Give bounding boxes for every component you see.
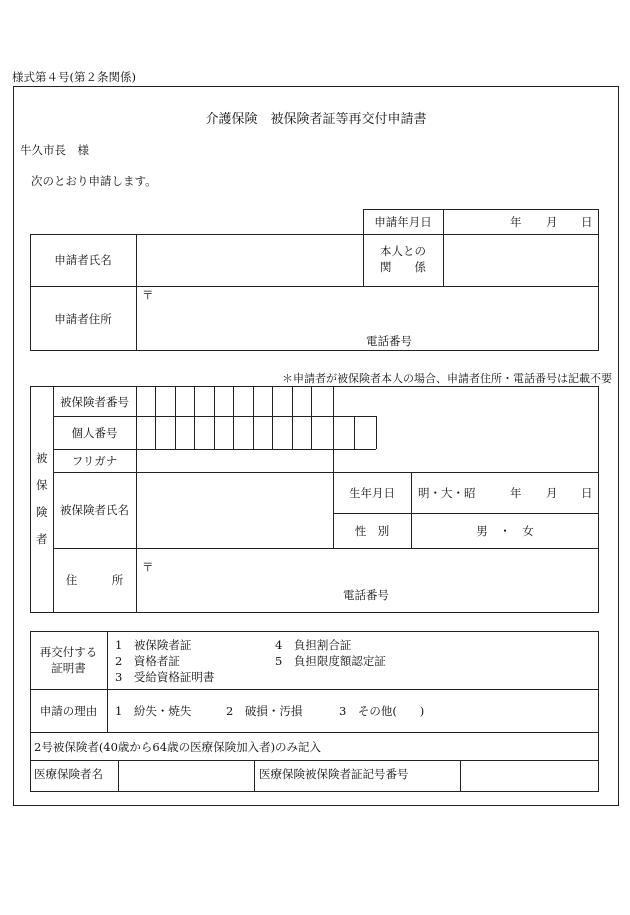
intro-text: 次のとおり申請します。	[31, 174, 157, 188]
birthdate-field[interactable]	[412, 473, 598, 512]
insured-2-note: 2号被保険者(40歳から64歳の医療保険加入者)のみ記入	[34, 740, 322, 754]
sex-options[interactable]: 男 ・ 女	[476, 524, 534, 538]
applicant-phone-label: 電話番号	[366, 334, 412, 348]
applicant-postal-mark: 〒	[142, 288, 154, 302]
furigana-label: フリガナ	[71, 454, 118, 468]
insured-side-char-1: 被	[36, 451, 48, 465]
form-title: 介護保険 被保険者証等再交付申請書	[205, 112, 427, 127]
note-text: ＊申請者が被保険者本人の場合、申請者住所・電話番号は記載不要	[282, 372, 612, 385]
insured-name-field[interactable]	[137, 473, 332, 547]
relation-label-line1: 本人との	[380, 244, 426, 258]
reissue-item-3[interactable]: 3 受給資格証明書	[115, 670, 215, 684]
birth-year-unit: 年	[510, 486, 522, 500]
applicant-name-field[interactable]	[137, 235, 362, 285]
insured-address-label: 住 所	[65, 573, 124, 587]
furigana-field[interactable]	[137, 450, 332, 471]
sex-label: 性 別	[354, 524, 390, 538]
reason-option-3[interactable]: 3 その他( )	[339, 704, 425, 718]
insured-side-char-3: 険	[36, 505, 48, 519]
insured-name-label: 被保険者氏名	[60, 503, 129, 517]
insured-phone-label: 電話番号	[343, 588, 389, 602]
medical-insurer-field[interactable]	[119, 761, 253, 791]
insured-postal-mark: 〒	[142, 560, 154, 574]
reissue-item-2[interactable]: 2 資格者証	[115, 654, 180, 668]
medical-insured-number-label: 医療保険被保険者証記号番号	[259, 767, 409, 781]
birthdate-label: 生年月日	[349, 486, 395, 500]
era-options: 明・大・昭	[418, 486, 476, 500]
reissue-item-1[interactable]: 1 被保険者証	[115, 638, 192, 652]
insured-number-label: 被保険者番号	[60, 395, 129, 409]
birth-month-unit: 月	[546, 486, 558, 500]
addressee: 牛久市長 様	[20, 143, 89, 157]
form-number: 様式第４号(第２条関係)	[12, 70, 136, 84]
applicant-address-label: 申請者住所	[54, 312, 112, 326]
personal-number-label: 個人番号	[71, 426, 118, 440]
insured-side-char-2: 保	[36, 478, 48, 492]
application-date-label: 申請年月日	[374, 215, 432, 229]
reason-option-1[interactable]: 1 紛失・焼失	[115, 704, 192, 718]
application-year-unit: 年	[510, 215, 522, 229]
relation-field[interactable]	[444, 235, 598, 285]
applicant-name-label: 申請者氏名	[54, 253, 112, 267]
personal-number-field[interactable]	[137, 417, 375, 448]
reissue-item-4[interactable]: 4 負担割合証	[275, 638, 352, 652]
relation-label-line2: 関 係	[380, 260, 426, 274]
medical-insured-number-field[interactable]	[461, 761, 598, 791]
reissue-item-5[interactable]: 5 負担限度額認定証	[275, 654, 386, 668]
reissue-label-line1: 再交付する	[39, 645, 98, 659]
insured-side-char-4: 者	[36, 532, 48, 546]
insured-address-field[interactable]	[137, 549, 598, 612]
application-month-unit: 月	[546, 215, 558, 229]
medical-insurer-label: 医療保険者名	[34, 767, 103, 781]
reason-label: 申請の理由	[39, 704, 98, 718]
reason-option-2[interactable]: 2 破損・汚損	[226, 704, 303, 718]
insured-number-field[interactable]	[137, 387, 332, 415]
reissue-label-line2: 証明書	[51, 661, 86, 675]
birth-day-unit: 日	[581, 486, 593, 500]
application-day-unit: 日	[581, 215, 593, 229]
